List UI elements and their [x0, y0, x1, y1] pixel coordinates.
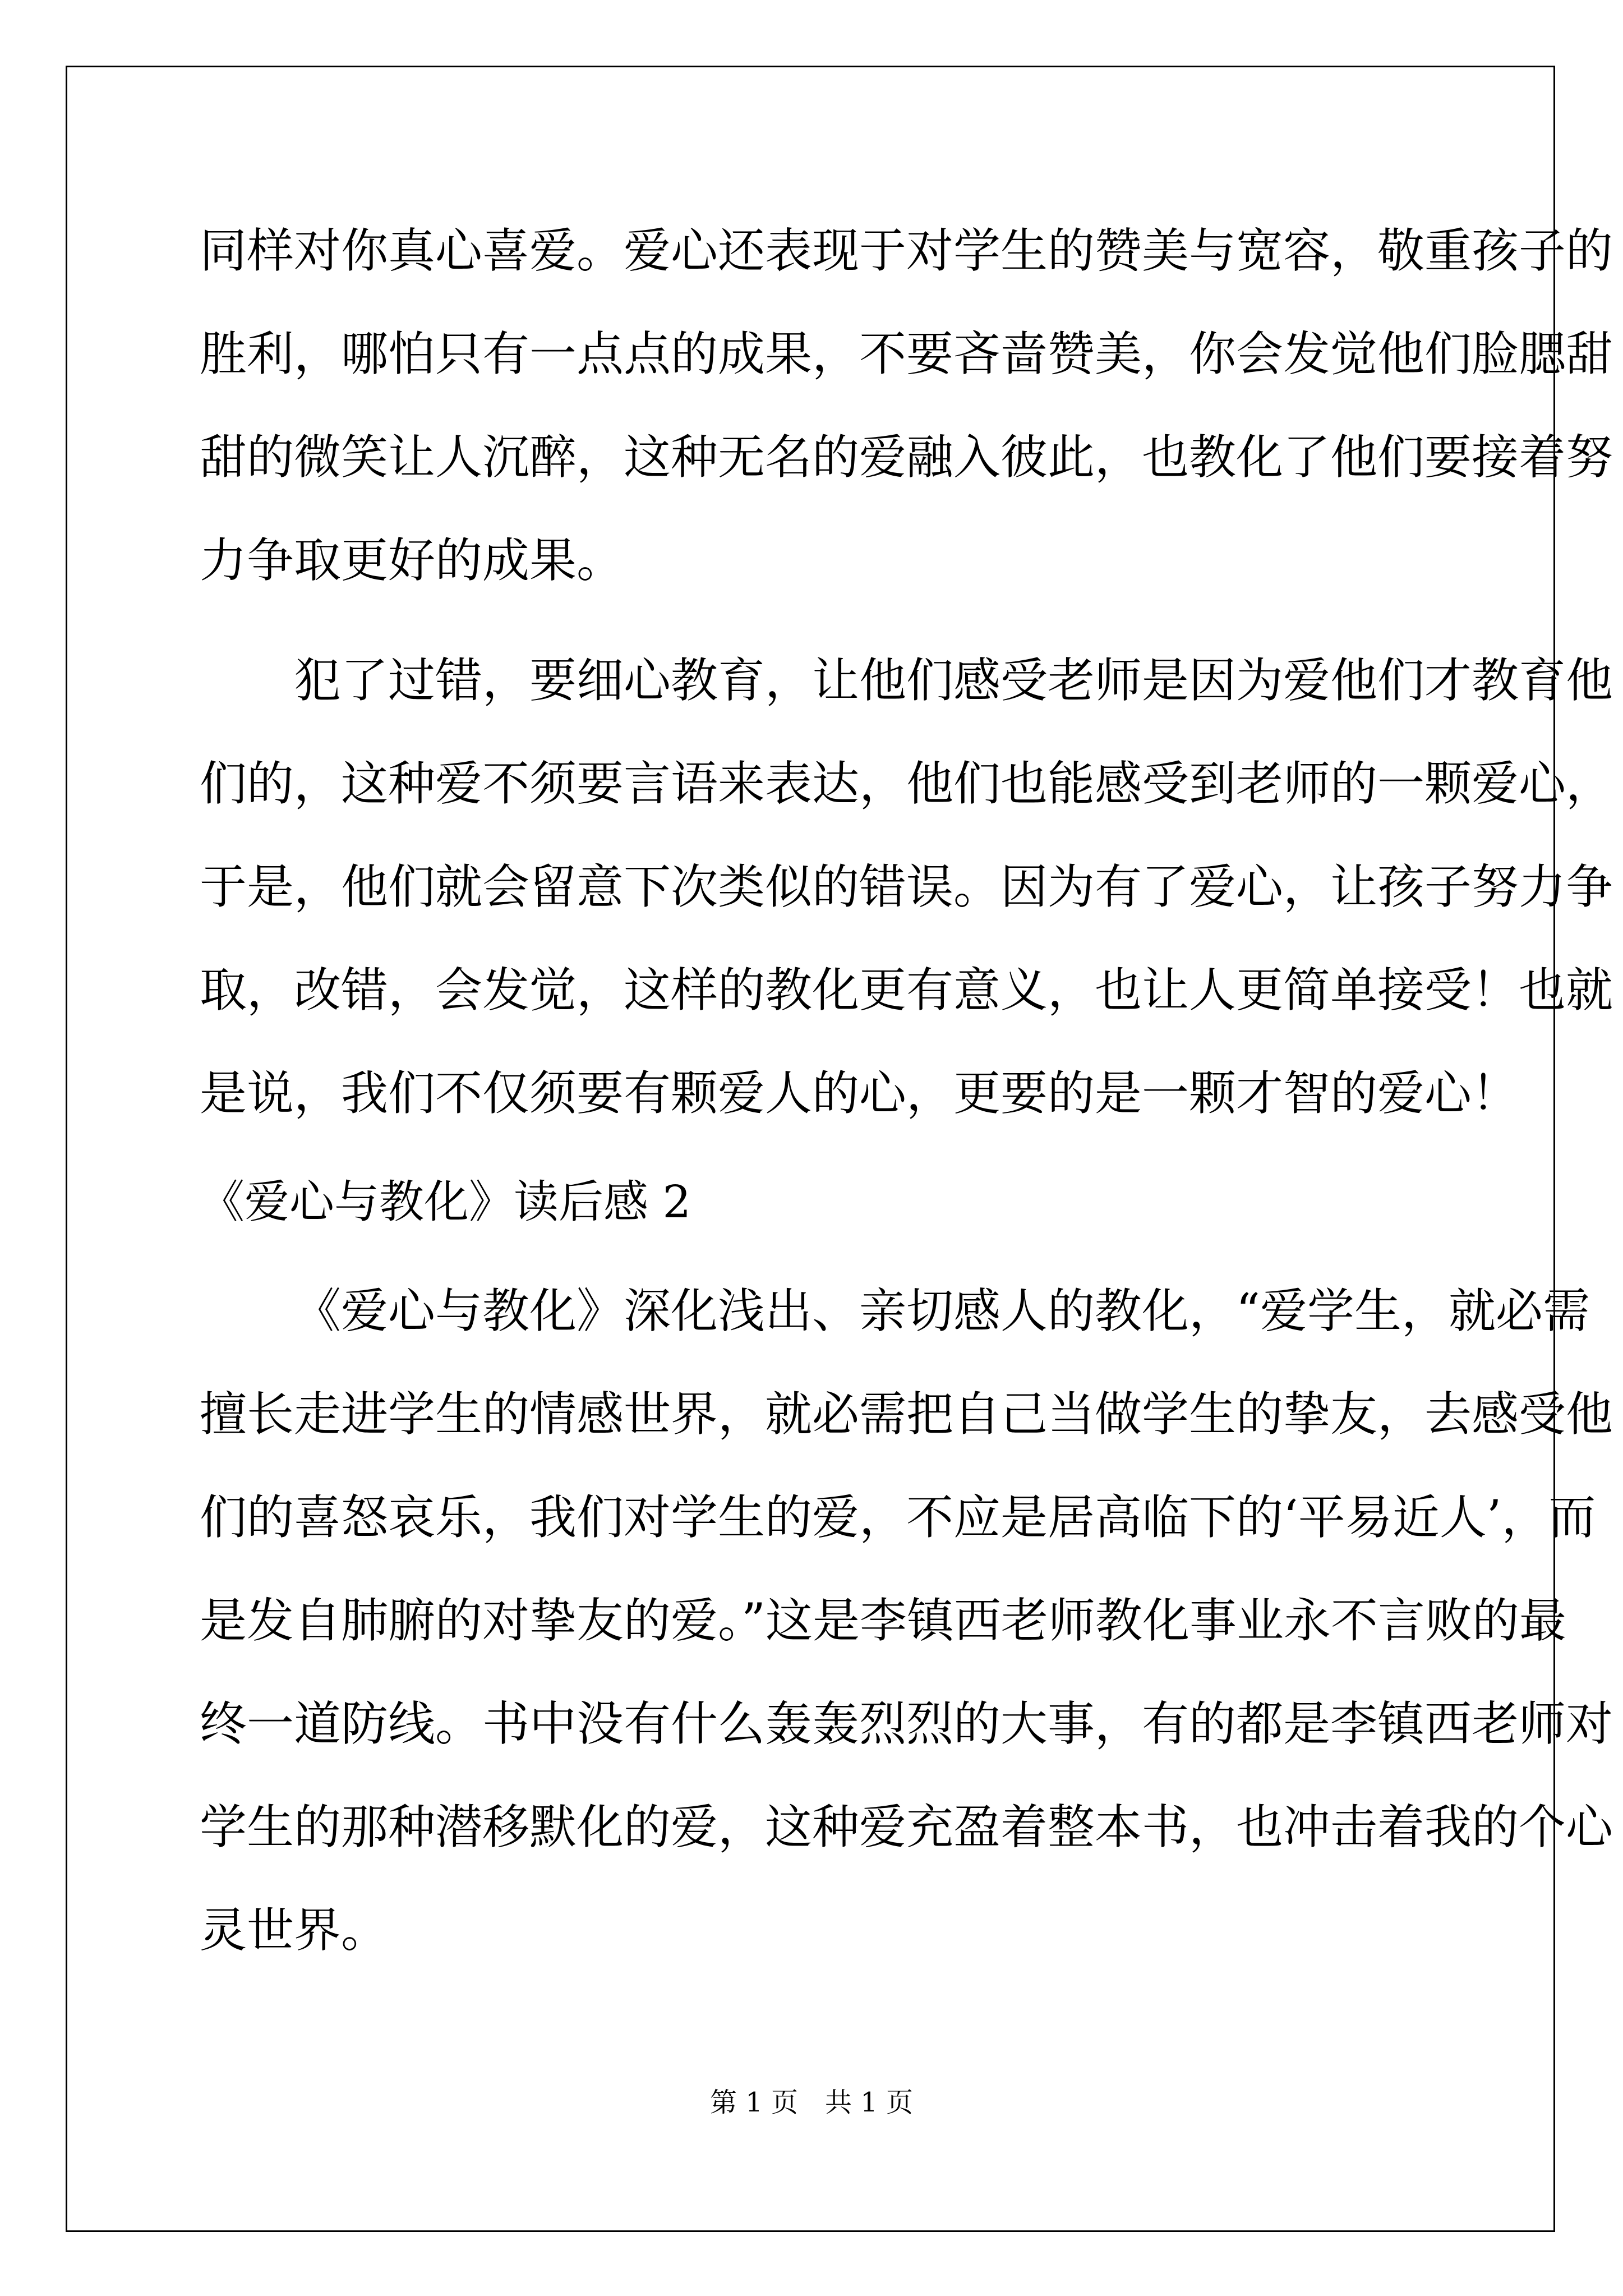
text-line: 胜利，哪怕只有一点点的成果，不要吝啬赞美，你会发觉他们脸腮甜 [200, 326, 1613, 381]
text-line: 是发自肺腑的对挚友的爱。”这是李镇西老师教化事业永不言败的最 [200, 1593, 1566, 1648]
text-line: 同样对你真心喜爱。爱心还表现于对学生的赞美与宽容，敬重孩子的 [200, 223, 1613, 278]
text-line: 力争取更好的成果。 [200, 533, 624, 588]
section-heading: 《爱心与教化》读后感 2 [200, 1176, 691, 1228]
text-line: 们的喜怒哀乐，我们对学生的爱，不应是居高临下的‘平易近人’，而 [200, 1490, 1596, 1545]
text-line: 是说，我们不仅须要有颗爱人的心，更要的是一颗才智的爱心！ [200, 1066, 1519, 1121]
page-total: 共 1 页 [825, 2087, 914, 2118]
text-line: 们的，这种爱不须要言语来表达，他们也能感受到老师的一颗爱心， [200, 756, 1613, 811]
text-line: 犯了过错，要细心教育，让他们感受老师是因为爱他们才教育他 [294, 653, 1613, 708]
text-line: 终一道防线。书中没有什么轰轰烈烈的大事，有的都是李镇西老师对 [200, 1696, 1613, 1751]
text-line: 于是，他们就会留意下次类似的错误。因为有了爱心，让孩子努力争 [200, 859, 1613, 914]
text-line: 灵世界。 [200, 1903, 389, 1958]
text-line: 学生的那种潜移默化的爱，这种爱充盈着整本书，也冲击着我的个心 [200, 1800, 1613, 1855]
page-footer [0, 2086, 1623, 2119]
text-line: 取，改错，会发觉，这样的教化更有意义，也让人更简单接受！也就 [200, 963, 1613, 1018]
text-line: 擅长走进学生的情感世界，就必需把自己当做学生的挚友，去感受他 [200, 1387, 1613, 1442]
text-line: 《爱心与教化》深化浅出、亲切感人的教化，“爱学生，就必需 [294, 1283, 1590, 1338]
page-number: 第 1 页 [709, 2087, 798, 2118]
text-line: 甜的微笑让人沉醉，这种无名的爱融入彼此，也教化了他们要接着努 [200, 430, 1613, 485]
